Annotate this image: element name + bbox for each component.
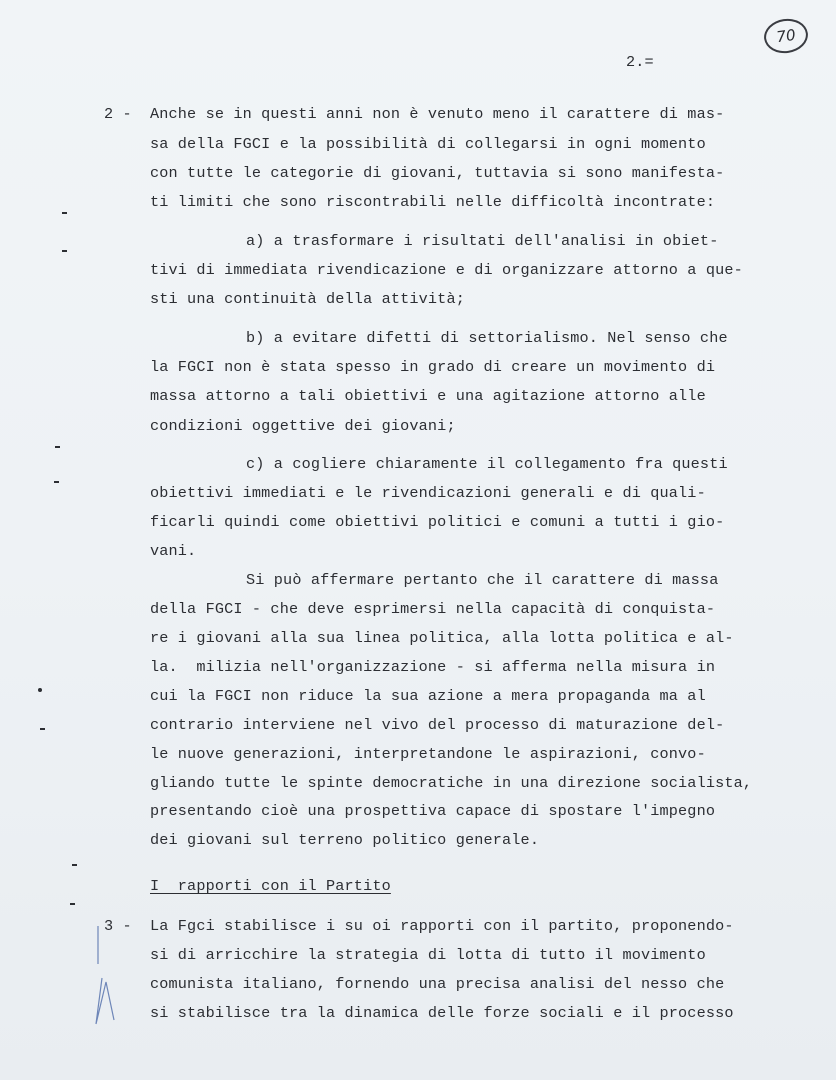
section-heading: I rapporti con il Partito xyxy=(150,877,391,895)
text-line: condizioni oggettive dei giovani; xyxy=(150,417,456,435)
text-line: le nuove generazioni, interpretandone le aspirazioni, convo- xyxy=(150,745,706,763)
list-item-a: a) a trasformare i risultati dell'analisi in obiet- xyxy=(246,232,719,250)
margin-mark xyxy=(62,212,67,214)
text-line: contrario interviene nel vivo del processo di maturazione del- xyxy=(150,716,725,734)
margin-dot xyxy=(38,688,42,692)
text-line: cui la FGCI non riduce la sua azione a mera propaganda ma al xyxy=(150,687,706,705)
handwritten-margin-mark xyxy=(88,918,122,1030)
section-number: 3 - xyxy=(104,917,132,935)
text-line: Anche se in questi anni non è venuto meno il carattere di mas- xyxy=(150,105,725,123)
text-line: sti una continuità della attività; xyxy=(150,290,465,308)
text-line: re i giovani alla sua linea politica, alla lotta politica e al- xyxy=(150,629,734,647)
text-line: massa attorno a tali obiettivi e una agitazione attorno alle xyxy=(150,387,706,405)
margin-mark xyxy=(40,728,45,730)
section-number: 2 - xyxy=(104,105,132,123)
text-line: comunista italiano, fornendo una precisa analisi del nesso che xyxy=(150,975,725,993)
list-item-b: b) a evitare difetti di settorialismo. Nel senso che xyxy=(246,329,728,347)
text-line: con tutte le categorie di giovani, tuttavia si sono manifesta- xyxy=(150,164,725,182)
page-stamp: 70 xyxy=(762,16,810,56)
text-line: della FGCI - che deve esprimersi nella capacità di conquista- xyxy=(150,600,716,618)
margin-mark xyxy=(62,250,67,252)
paragraph-start: Si può affermare pertanto che il carattere di massa xyxy=(246,571,719,589)
text-line: obiettivi immediati e le rivendicazioni generali e di quali- xyxy=(150,484,706,502)
margin-mark xyxy=(72,864,77,866)
text-line: gliando tutte le spinte democratiche in una direzione socialista, xyxy=(150,774,753,792)
margin-mark xyxy=(70,903,75,905)
text-line: ti limiti che sono riscontrabili nelle difficoltà incontrate: xyxy=(150,193,716,211)
page-number: 2.= xyxy=(626,53,654,71)
text-line: si stabilisce tra la dinamica delle forze sociali e il processo xyxy=(150,1004,734,1022)
text-line: ficarli quindi come obiettivi politici e comuni a tutti i gio- xyxy=(150,513,725,531)
text-line: La Fgci stabilisce i su oi rapporti con il partito, proponendo- xyxy=(150,917,734,935)
text-line: la FGCI non è stata spesso in grado di creare un movimento di xyxy=(150,358,716,376)
text-line: vani. xyxy=(150,542,197,560)
text-line: presentando cioè una prospettiva capace di spostare l'impegno xyxy=(150,802,716,820)
text-line: tivi di immediata rivendicazione e di organizzare attorno a que- xyxy=(150,261,743,279)
list-item-c: c) a cogliere chiaramente il collegamento fra questi xyxy=(246,455,728,473)
margin-mark xyxy=(55,446,60,448)
text-line: si di arricchire la strategia di lotta di tutto il movimento xyxy=(150,946,706,964)
text-line: la. milizia nell'organizzazione - si afferma nella misura in xyxy=(150,658,716,676)
text-line: sa della FGCI e la possibilità di collegarsi in ogni momento xyxy=(150,135,706,153)
text-line: dei giovani sul terreno politico generale. xyxy=(150,831,540,849)
margin-mark xyxy=(54,481,59,483)
